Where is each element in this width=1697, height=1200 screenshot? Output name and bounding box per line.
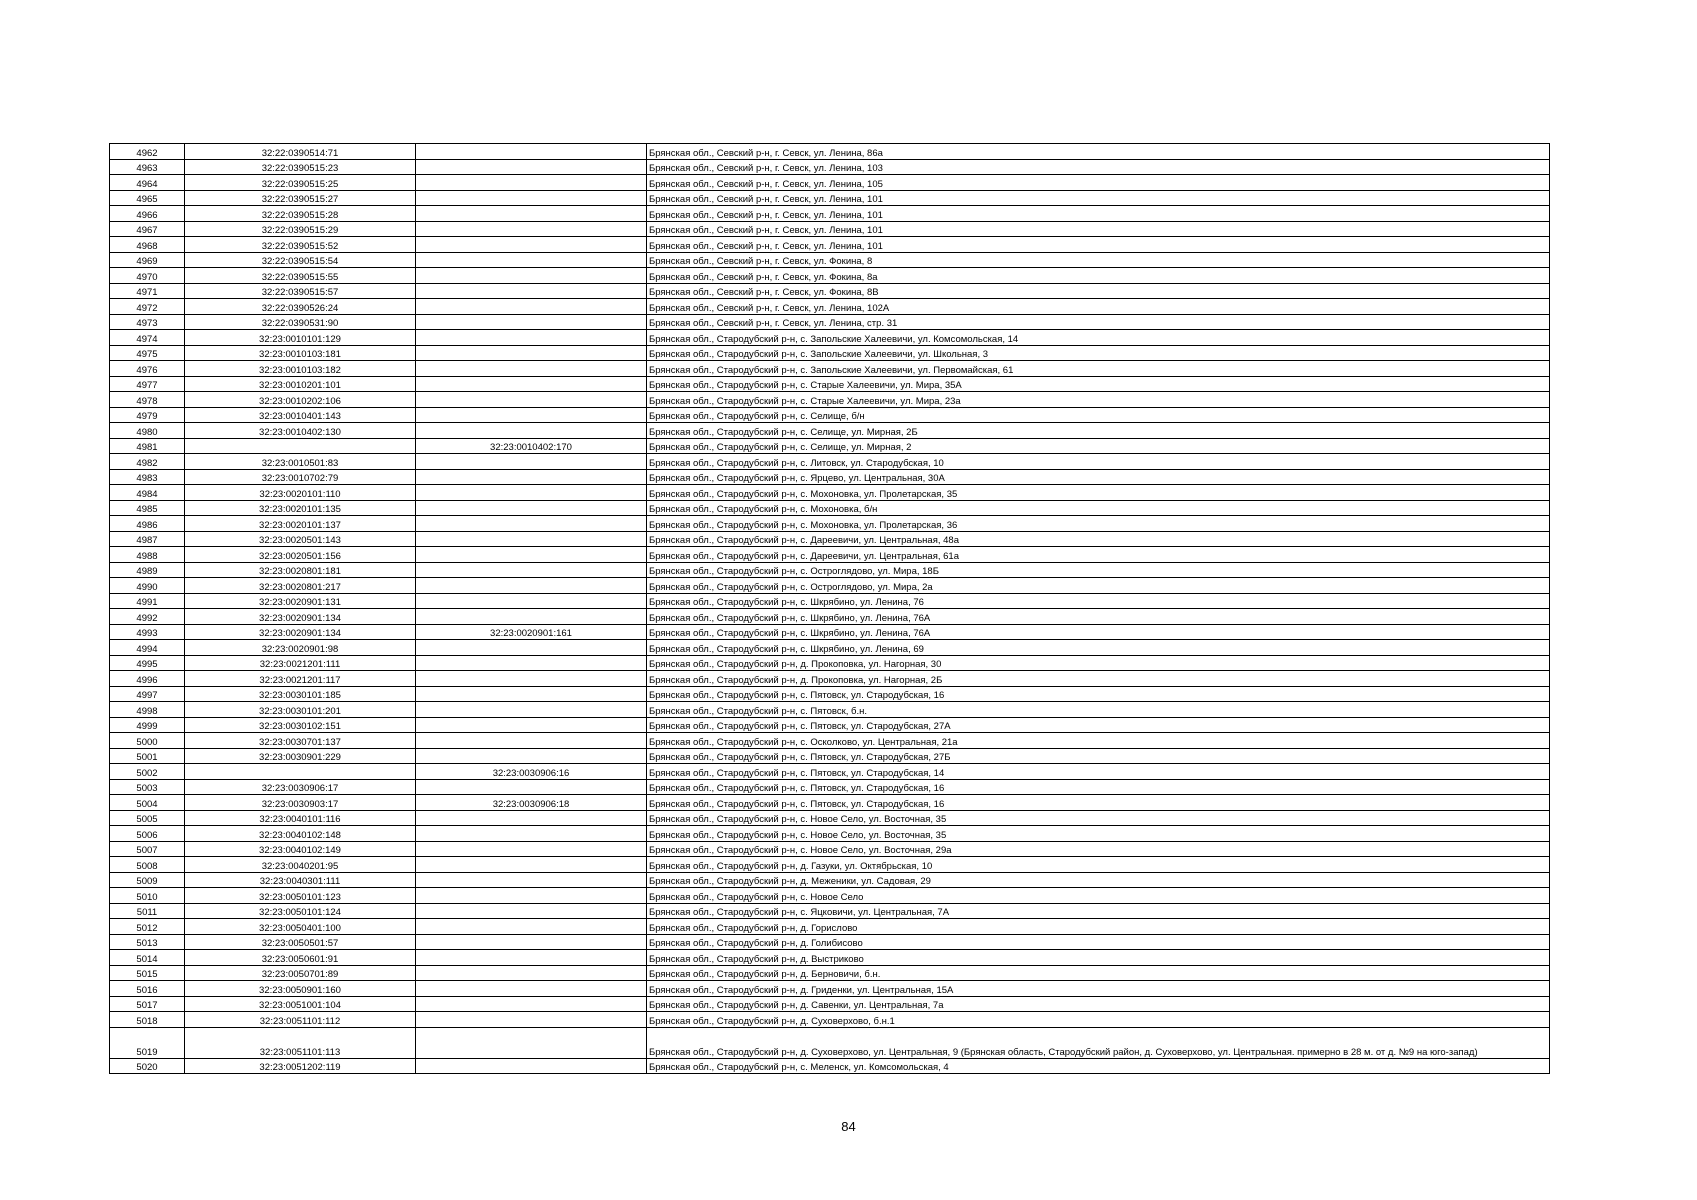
table-row [110,159,1550,175]
related-cadastral-number-cell [416,516,647,532]
related-cadastral-number-cell [416,686,647,702]
row-number-cell: 4978 [110,392,185,408]
address-cell: Брянская обл., Стародубский р-н, с. Новое Село, ул. Восточная, 29а [647,841,1550,857]
table-row [110,330,1550,346]
address-cell: Брянская обл., Стародубский р-н, с. Пятовск, ул. Стародубская, 27А [647,717,1550,733]
table-row [110,283,1550,299]
table-row [110,686,1550,702]
table-row [110,361,1550,377]
row-number-cell: 5010 [110,888,185,904]
cadastral-number-cell: 32:22:0390515:28 [185,206,416,222]
table-row [110,500,1550,516]
address-cell: Брянская обл., Стародубский р-н, с. Мохоновка, ул. Пролетарская, 36 [647,516,1550,532]
related-cadastral-number-cell [416,221,647,237]
table-row [110,175,1550,191]
address-cell: Брянская обл., Севский р-н, г. Севск, ул. Фокина, 8 [647,252,1550,268]
table-row [110,1027,1550,1058]
related-cadastral-number-cell [416,531,647,547]
row-number-cell: 4982 [110,454,185,470]
table-row [110,314,1550,330]
cadastral-number-cell: 32:22:0390515:23 [185,159,416,175]
address-cell: Брянская обл., Стародубский р-н, с. Новое Село, ул. Восточная, 35 [647,810,1550,826]
table-row [110,826,1550,842]
table-row [110,810,1550,826]
address-cell: Брянская обл., Стародубский р-н, д. Гриденки, ул. Центральная, 15А [647,981,1550,997]
cadastral-number-cell: 32:23:0040101:116 [185,810,416,826]
address-cell: Брянская обл., Севский р-н, г. Севск, ул. Ленина, стр. 31 [647,314,1550,330]
related-cadastral-number-cell [416,562,647,578]
cadastral-number-cell: 32:23:0030903:17 [185,795,416,811]
table-row [110,454,1550,470]
row-number-cell: 4965 [110,190,185,206]
related-cadastral-number-cell [416,903,647,919]
related-cadastral-number-cell [416,950,647,966]
related-cadastral-number-cell [416,919,647,935]
related-cadastral-number-cell [416,376,647,392]
cadastral-number-cell: 32:23:0050601:91 [185,950,416,966]
row-number-cell: 5004 [110,795,185,811]
related-cadastral-number-cell [416,252,647,268]
row-number-cell: 5005 [110,810,185,826]
table-row [110,779,1550,795]
cadastral-number-cell [185,438,416,454]
cadastral-number-cell: 32:23:0021201:117 [185,671,416,687]
table-row [110,268,1550,284]
row-number-cell: 5009 [110,872,185,888]
cadastral-number-cell: 32:23:0051101:112 [185,1012,416,1028]
address-cell: Брянская обл., Стародубский р-н, с. Пятовск, ул. Стародубская, 16 [647,795,1550,811]
table-row [110,485,1550,501]
table-row [110,981,1550,997]
address-cell: Брянская обл., Севский р-н, г. Севск, ул. Ленина, 103 [647,159,1550,175]
cadastral-number-cell: 32:23:0051101:113 [185,1027,416,1058]
cadastral-number-cell: 32:23:0010202:106 [185,392,416,408]
address-cell: Брянская обл., Стародубский р-н, с. Меленск, ул. Комсомольская, 4 [647,1058,1550,1074]
related-cadastral-number-cell [416,826,647,842]
cadastral-number-cell: 32:22:0390515:29 [185,221,416,237]
address-cell: Брянская обл., Севский р-н, г. Севск, ул. Ленина, 101 [647,190,1550,206]
cadastral-number-cell: 32:23:0050701:89 [185,965,416,981]
cadastral-number-cell: 32:23:0010103:181 [185,345,416,361]
row-number-cell: 4988 [110,547,185,563]
cadastral-number-cell: 32:23:0050401:100 [185,919,416,935]
related-cadastral-number-cell [416,500,647,516]
row-number-cell: 4990 [110,578,185,594]
cadastral-number-cell: 32:23:0051001:104 [185,996,416,1012]
address-cell: Брянская обл., Стародубский р-н, с. Запольские Халеевичи, ул. Школьная, 3 [647,345,1550,361]
related-cadastral-number-cell [416,423,647,439]
address-cell: Брянская обл., Стародубский р-н, с. Шкрябино, ул. Ленина, 76А [647,609,1550,625]
related-cadastral-number-cell [416,299,647,315]
table-row [110,888,1550,904]
cadastral-number-cell: 32:23:0021201:111 [185,655,416,671]
table-row [110,671,1550,687]
table-row [110,872,1550,888]
related-cadastral-number-cell [416,996,647,1012]
row-number-cell: 5020 [110,1058,185,1074]
cadastral-number-cell: 32:23:0010101:129 [185,330,416,346]
row-number-cell: 4989 [110,562,185,578]
address-cell: Брянская обл., Стародубский р-н, с. Запольские Халеевичи, ул. Первомайская, 61 [647,361,1550,377]
cadastral-number-cell: 32:23:0020501:156 [185,547,416,563]
address-cell: Брянская обл., Стародубский р-н, с. Ярцево, ул. Центральная, 30А [647,469,1550,485]
row-number-cell: 5000 [110,733,185,749]
address-cell: Брянская обл., Стародубский р-н, д. Выстриково [647,950,1550,966]
table-row [110,221,1550,237]
address-cell: Брянская обл., Стародубский р-н, с. Дареевичи, ул. Центральная, 61а [647,547,1550,563]
table-row [110,1012,1550,1028]
row-number-cell: 4992 [110,609,185,625]
table-row [110,919,1550,935]
related-cadastral-number-cell: 32:23:0030906:18 [416,795,647,811]
table-row [110,438,1550,454]
row-number-cell: 4991 [110,593,185,609]
row-number-cell: 4975 [110,345,185,361]
table-row [110,965,1550,981]
related-cadastral-number-cell: 32:23:0030906:16 [416,764,647,780]
row-number-cell: 4970 [110,268,185,284]
row-number-cell: 5017 [110,996,185,1012]
table-row [110,578,1550,594]
cadastral-number-cell: 32:23:0050101:124 [185,903,416,919]
address-cell: Брянская обл., Севский р-н, г. Севск, ул. Ленина, 102А [647,299,1550,315]
cadastral-number-cell: 32:23:0040102:149 [185,841,416,857]
cadastral-number-cell: 32:23:0040301:111 [185,872,416,888]
row-number-cell: 4995 [110,655,185,671]
table-row [110,640,1550,656]
cadastral-number-cell: 32:23:0030101:201 [185,702,416,718]
table-row [110,934,1550,950]
table-row [110,237,1550,253]
table-row [110,996,1550,1012]
related-cadastral-number-cell [416,547,647,563]
related-cadastral-number-cell [416,345,647,361]
table-row [110,407,1550,423]
cadastral-number-cell: 32:23:0050901:160 [185,981,416,997]
address-cell: Брянская обл., Стародубский р-н, с. Мохоновка, б/н [647,500,1550,516]
table-row [110,547,1550,563]
cadastral-number-cell: 32:23:0050501:57 [185,934,416,950]
table-row [110,252,1550,268]
address-cell: Брянская обл., Стародубский р-н, с. Новое Село [647,888,1550,904]
cadastral-number-cell: 32:23:0020901:131 [185,593,416,609]
address-cell: Брянская обл., Стародубский р-н, с. Пятовск, б.н. [647,702,1550,718]
address-cell: Брянская обл., Стародубский р-н, с. Селище, б/н [647,407,1550,423]
address-cell: Брянская обл., Стародубский р-н, д. Прокоповка, ул. Нагорная, 2Б [647,671,1550,687]
address-cell: Брянская обл., Стародубский р-н, с. Шкрябино, ул. Ленина, 69 [647,640,1550,656]
table-row [110,469,1550,485]
cadastral-number-cell: 32:23:0050101:123 [185,888,416,904]
row-number-cell: 5001 [110,748,185,764]
address-cell: Брянская обл., Стародубский р-н, д. Берновичи, б.н. [647,965,1550,981]
related-cadastral-number-cell [416,1027,647,1058]
table-row [110,857,1550,873]
address-cell: Брянская обл., Стародубский р-н, с. Литовск, ул. Стародубская, 10 [647,454,1550,470]
row-number-cell: 5016 [110,981,185,997]
related-cadastral-number-cell [416,841,647,857]
related-cadastral-number-cell [416,671,647,687]
row-number-cell: 4962 [110,144,185,160]
address-cell: Брянская обл., Стародубский р-н, д. Голибисово [647,934,1550,950]
address-cell: Брянская обл., Севский р-н, г. Севск, ул. Фокина, 8а [647,268,1550,284]
row-number-cell: 4972 [110,299,185,315]
related-cadastral-number-cell [416,190,647,206]
row-number-cell: 5012 [110,919,185,935]
related-cadastral-number-cell [416,485,647,501]
cadastral-number-cell: 32:23:0051202:119 [185,1058,416,1074]
row-number-cell: 5003 [110,779,185,795]
table-row [110,795,1550,811]
cadastral-number-cell: 32:23:0010201:101 [185,376,416,392]
related-cadastral-number-cell [416,702,647,718]
cadastral-number-cell: 32:22:0390515:27 [185,190,416,206]
row-number-cell: 4976 [110,361,185,377]
related-cadastral-number-cell [416,469,647,485]
row-number-cell: 4979 [110,407,185,423]
related-cadastral-number-cell [416,237,647,253]
address-cell: Брянская обл., Севский р-н, г. Севск, ул. Фокина, 8В [647,283,1550,299]
table-row [110,299,1550,315]
address-cell: Брянская обл., Стародубский р-н, д. Савенки, ул. Центральная, 7а [647,996,1550,1012]
address-cell: Брянская обл., Стародубский р-н, д. Суховерхово, б.н.1 [647,1012,1550,1028]
cadastral-number-cell: 32:22:0390514:71 [185,144,416,160]
address-cell: Брянская обл., Севский р-н, г. Севск, ул. Ленина, 101 [647,221,1550,237]
address-cell: Брянская обл., Стародубский р-н, д. Газуки, ул. Октябрьская, 10 [647,857,1550,873]
cadastral-number-cell: 32:22:0390515:55 [185,268,416,284]
table-row [110,655,1550,671]
address-cell: Брянская обл., Стародубский р-н, с. Селище, ул. Мирная, 2 [647,438,1550,454]
related-cadastral-number-cell [416,268,647,284]
table-row [110,702,1550,718]
address-cell: Брянская обл., Стародубский р-н, с. Дареевичи, ул. Центральная, 48а [647,531,1550,547]
address-cell: Брянская обл., Стародубский р-н, с. Яцковичи, ул. Центральная, 7А [647,903,1550,919]
related-cadastral-number-cell [416,857,647,873]
address-cell: Брянская обл., Стародубский р-н, с. Старые Халеевичи, ул. Мира, 23а [647,392,1550,408]
cadastral-number-cell: 32:22:0390531:90 [185,314,416,330]
table-row [110,841,1550,857]
cadastral-number-cell: 32:23:0020101:110 [185,485,416,501]
cadastral-number-cell: 32:23:0040102:148 [185,826,416,842]
cadastral-number-cell: 32:23:0020101:137 [185,516,416,532]
related-cadastral-number-cell [416,206,647,222]
related-cadastral-number-cell [416,144,647,160]
cadastral-number-cell: 32:23:0040201:95 [185,857,416,873]
address-cell: Брянская обл., Стародубский р-н, с. Мохоновка, ул. Пролетарская, 35 [647,485,1550,501]
cadastral-number-cell: 32:22:0390515:25 [185,175,416,191]
address-cell: Брянская обл., Стародубский р-н, д. Прокоповка, ул. Нагорная, 30 [647,655,1550,671]
related-cadastral-number-cell [416,593,647,609]
table-row [110,624,1550,640]
cadastral-number-cell: 32:23:0020901:134 [185,609,416,625]
row-number-cell: 4997 [110,686,185,702]
row-number-cell: 4963 [110,159,185,175]
related-cadastral-number-cell [416,733,647,749]
related-cadastral-number-cell [416,810,647,826]
row-number-cell: 5013 [110,934,185,950]
table-row [110,345,1550,361]
row-number-cell: 4967 [110,221,185,237]
related-cadastral-number-cell [416,655,647,671]
address-cell: Брянская обл., Стародубский р-н, с. Пятовск, ул. Стародубская, 16 [647,686,1550,702]
related-cadastral-number-cell [416,392,647,408]
address-cell: Брянская обл., Стародубский р-н, с. Пятовск, ул. Стародубская, 14 [647,764,1550,780]
row-number-cell: 4969 [110,252,185,268]
cadastral-number-cell: 32:23:0020801:181 [185,562,416,578]
row-number-cell: 4984 [110,485,185,501]
related-cadastral-number-cell [416,330,647,346]
table-row [110,144,1550,160]
row-number-cell: 4968 [110,237,185,253]
address-cell: Брянская обл., Стародубский р-н, с. Осколково, ул. Центральная, 21а [647,733,1550,749]
row-number-cell: 4974 [110,330,185,346]
cadastral-number-cell: 32:23:0010501:83 [185,454,416,470]
table-row [110,516,1550,532]
row-number-cell: 5007 [110,841,185,857]
related-cadastral-number-cell [416,981,647,997]
table-row [110,1058,1550,1074]
row-number-cell: 5002 [110,764,185,780]
cadastral-number-cell: 32:22:0390515:52 [185,237,416,253]
cadastral-number-cell: 32:23:0020901:134 [185,624,416,640]
table-row [110,190,1550,206]
cadastral-number-cell: 32:23:0010401:143 [185,407,416,423]
related-cadastral-number-cell [416,454,647,470]
table-row [110,206,1550,222]
related-cadastral-number-cell [416,779,647,795]
row-number-cell: 4980 [110,423,185,439]
related-cadastral-number-cell [416,748,647,764]
address-cell: Брянская обл., Стародубский р-н, с. Новое Село, ул. Восточная, 35 [647,826,1550,842]
cadastral-number-cell: 32:22:0390515:54 [185,252,416,268]
related-cadastral-number-cell [416,872,647,888]
related-cadastral-number-cell [416,407,647,423]
row-number-cell: 4999 [110,717,185,733]
row-number-cell: 4983 [110,469,185,485]
address-cell: Брянская обл., Стародубский р-н, с. Шкрябино, ул. Ленина, 76А [647,624,1550,640]
address-cell: Брянская обл., Стародубский р-н, с. Пятовск, ул. Стародубская, 27Б [647,748,1550,764]
cadastral-number-cell: 32:23:0030101:185 [185,686,416,702]
related-cadastral-number-cell [416,1058,647,1074]
table-row [110,392,1550,408]
related-cadastral-number-cell [416,717,647,733]
table-row [110,531,1550,547]
row-number-cell: 4993 [110,624,185,640]
table-row [110,423,1550,439]
row-number-cell: 4973 [110,314,185,330]
related-cadastral-number-cell [416,934,647,950]
registry-table-body [110,144,1550,1074]
row-number-cell: 4986 [110,516,185,532]
cadastral-number-cell [185,764,416,780]
table-row [110,950,1550,966]
address-cell: Брянская обл., Стародубский р-н, с. Запольские Халеевичи, ул. Комсомольская, 14 [647,330,1550,346]
cadastral-number-cell: 32:23:0030701:137 [185,733,416,749]
row-number-cell: 4981 [110,438,185,454]
address-cell: Брянская обл., Севский р-н, г. Севск, ул. Ленина, 86а [647,144,1550,160]
cadastral-number-cell: 32:23:0020501:143 [185,531,416,547]
cadastral-number-cell: 32:23:0020101:135 [185,500,416,516]
related-cadastral-number-cell [416,175,647,191]
row-number-cell: 4971 [110,283,185,299]
row-number-cell: 5019 [110,1027,185,1058]
table-row [110,748,1550,764]
related-cadastral-number-cell [416,361,647,377]
related-cadastral-number-cell [416,314,647,330]
address-cell: Брянская обл., Стародубский р-н, с. Старые Халеевичи, ул. Мира, 35А [647,376,1550,392]
cadastral-number-cell: 32:23:0010702:79 [185,469,416,485]
row-number-cell: 5006 [110,826,185,842]
address-cell: Брянская обл., Стародубский р-н, с. Пятовск, ул. Стародубская, 16 [647,779,1550,795]
row-number-cell: 5011 [110,903,185,919]
table-row [110,733,1550,749]
address-cell: Брянская обл., Стародубский р-н, с. Шкрябино, ул. Ленина, 76 [647,593,1550,609]
row-number-cell: 5015 [110,965,185,981]
table-row [110,903,1550,919]
address-cell: Брянская обл., Стародубский р-н, с. Остроглядово, ул. Мира, 18Б [647,562,1550,578]
cadastral-number-cell: 32:23:0030901:229 [185,748,416,764]
page-number: 84 [841,1119,856,1134]
address-cell: Брянская обл., Стародубский р-н, д. Горислово [647,919,1550,935]
related-cadastral-number-cell [416,283,647,299]
cadastral-number-cell: 32:23:0020901:98 [185,640,416,656]
row-number-cell: 5014 [110,950,185,966]
cadastral-number-cell: 32:22:0390526:24 [185,299,416,315]
cadastral-number-cell: 32:23:0030906:17 [185,779,416,795]
address-cell: Брянская обл., Севский р-н, г. Севск, ул. Ленина, 101 [647,206,1550,222]
cadastral-number-cell: 32:22:0390515:57 [185,283,416,299]
row-number-cell: 4996 [110,671,185,687]
related-cadastral-number-cell: 32:23:0020901:161 [416,624,647,640]
row-number-cell: 5018 [110,1012,185,1028]
row-number-cell: 4964 [110,175,185,191]
related-cadastral-number-cell [416,609,647,625]
table-row [110,562,1550,578]
row-number-cell: 4994 [110,640,185,656]
table-row [110,593,1550,609]
table-row [110,764,1550,780]
address-cell: Брянская обл., Севский р-н, г. Севск, ул. Ленина, 101 [647,237,1550,253]
table-row [110,609,1550,625]
row-number-cell: 4977 [110,376,185,392]
address-cell: Брянская обл., Севский р-н, г. Севск, ул. Ленина, 105 [647,175,1550,191]
row-number-cell: 4987 [110,531,185,547]
table-row [110,376,1550,392]
cadastral-number-cell: 32:23:0010402:130 [185,423,416,439]
related-cadastral-number-cell [416,1012,647,1028]
table-row [110,717,1550,733]
cadastral-number-cell: 32:23:0010103:182 [185,361,416,377]
row-number-cell: 4985 [110,500,185,516]
related-cadastral-number-cell: 32:23:0010402:170 [416,438,647,454]
address-cell: Брянская обл., Стародубский р-н, с. Остроглядово, ул. Мира, 2а [647,578,1550,594]
row-number-cell: 4966 [110,206,185,222]
row-number-cell: 5008 [110,857,185,873]
registry-table [109,143,1550,1074]
related-cadastral-number-cell [416,965,647,981]
address-cell: Брянская обл., Стародубский р-н, д. Меженики, ул. Садовая, 29 [647,872,1550,888]
related-cadastral-number-cell [416,640,647,656]
cadastral-number-cell: 32:23:0020801:217 [185,578,416,594]
address-cell: Брянская обл., Стародубский р-н, д. Суховерхово, ул. Центральная, 9 (Брянская область, Стародубский район, д. Суховерхово, ул. Центральная. примерно в 28 м. от д. №9 на юго-запад) [647,1027,1550,1058]
address-cell: Брянская обл., Стародубский р-н, с. Селище, ул. Мирная, 2Б [647,423,1550,439]
related-cadastral-number-cell [416,888,647,904]
cadastral-number-cell: 32:23:0030102:151 [185,717,416,733]
row-number-cell: 4998 [110,702,185,718]
related-cadastral-number-cell [416,159,647,175]
related-cadastral-number-cell [416,578,647,594]
